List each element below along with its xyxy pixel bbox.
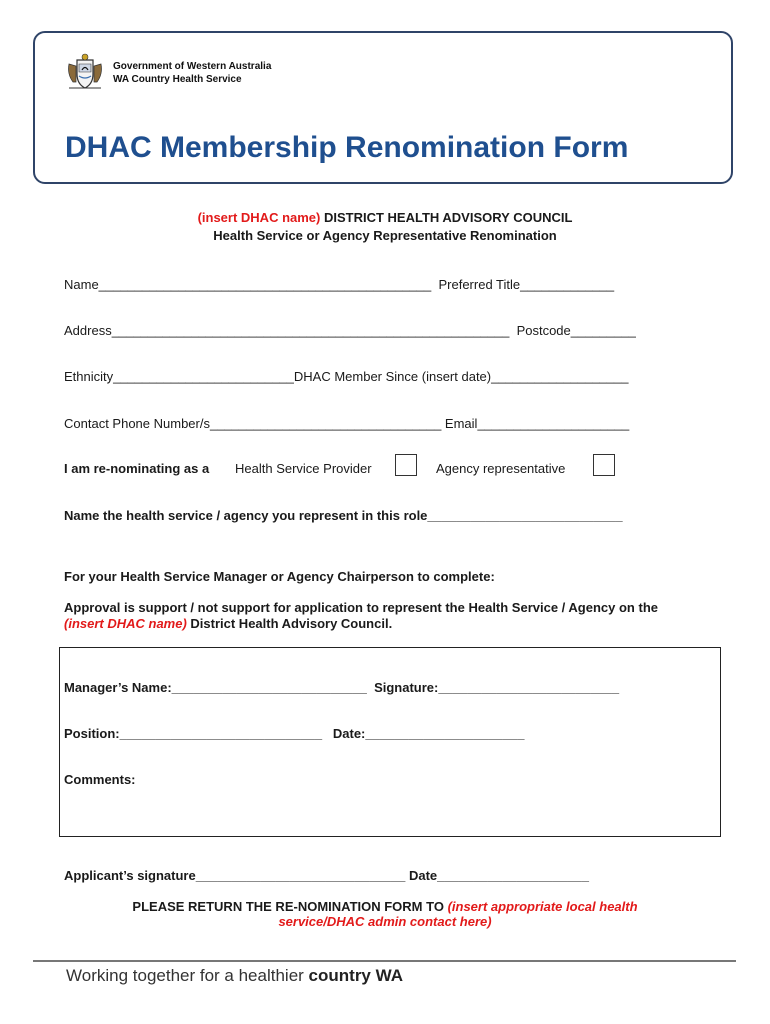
health-service-provider-checkbox[interactable] [395, 454, 417, 476]
insert-dhac-name: (insert DHAC name) [197, 210, 321, 225]
return-contact: service/DHAC admin contact here) [278, 914, 492, 929]
agency-representative-label: Agency representative [436, 461, 566, 476]
wa-government-crest-icon [65, 52, 105, 92]
approval-text-continued: (insert DHAC name) District Health Advisory Council. [64, 616, 393, 631]
name-field[interactable]: Name______________________________________________ Preferred Title_____________ [64, 277, 615, 292]
ethnicity-field[interactable]: Ethnicity_________________________DHAC Member Since (insert date)___________________ [64, 369, 629, 384]
health-service-provider-label: Health Service Provider [235, 461, 372, 476]
address-field[interactable]: Address_______________________________________________________ Postcode_________ [64, 323, 636, 338]
represent-field[interactable]: Name the health service / agency you represent in this role___________________________ [64, 508, 623, 523]
return-instructions: PLEASE RETURN THE RE-NOMINATION FORM TO (insert appropriate local health [132, 899, 638, 914]
insert-dhac-name: (insert DHAC name) [64, 616, 187, 631]
form-title: DHAC Membership Renomination Form [65, 131, 629, 164]
footer-divider [33, 960, 736, 962]
renominating-label: I am re-nominating as a [64, 461, 210, 476]
health-service-name: WA Country Health Service [113, 74, 242, 85]
managers-name-field[interactable]: Manager’s Name:___________________________ Signature:_________________________ [64, 680, 620, 695]
government-name: Government of Western Australia [113, 61, 272, 72]
comments-field[interactable]: Comments: [64, 772, 136, 787]
applicant-signature-field[interactable]: Applicant’s signature_____________________________ Date_____________________ [64, 868, 589, 883]
contact-field[interactable]: Contact Phone Number/s________________________________ Email_____________________ [64, 416, 630, 431]
form-subtitle: Health Service or Agency Representative Renomination [213, 228, 557, 243]
footer-tagline: Working together for a healthier country WA [66, 966, 403, 985]
manager-approval-box [59, 647, 721, 837]
council-heading: (insert DHAC name) DISTRICT HEALTH ADVISORY COUNCIL [197, 210, 573, 225]
position-field[interactable]: Position:____________________________ Date:______________________ [64, 726, 525, 741]
header-box [33, 31, 733, 184]
agency-representative-checkbox[interactable] [593, 454, 615, 476]
manager-section-heading: For your Health Service Manager or Agency Chairperson to complete: [64, 569, 495, 584]
approval-text: Approval is support / not support for application to represent the Health Service / Agency on the [64, 600, 658, 615]
